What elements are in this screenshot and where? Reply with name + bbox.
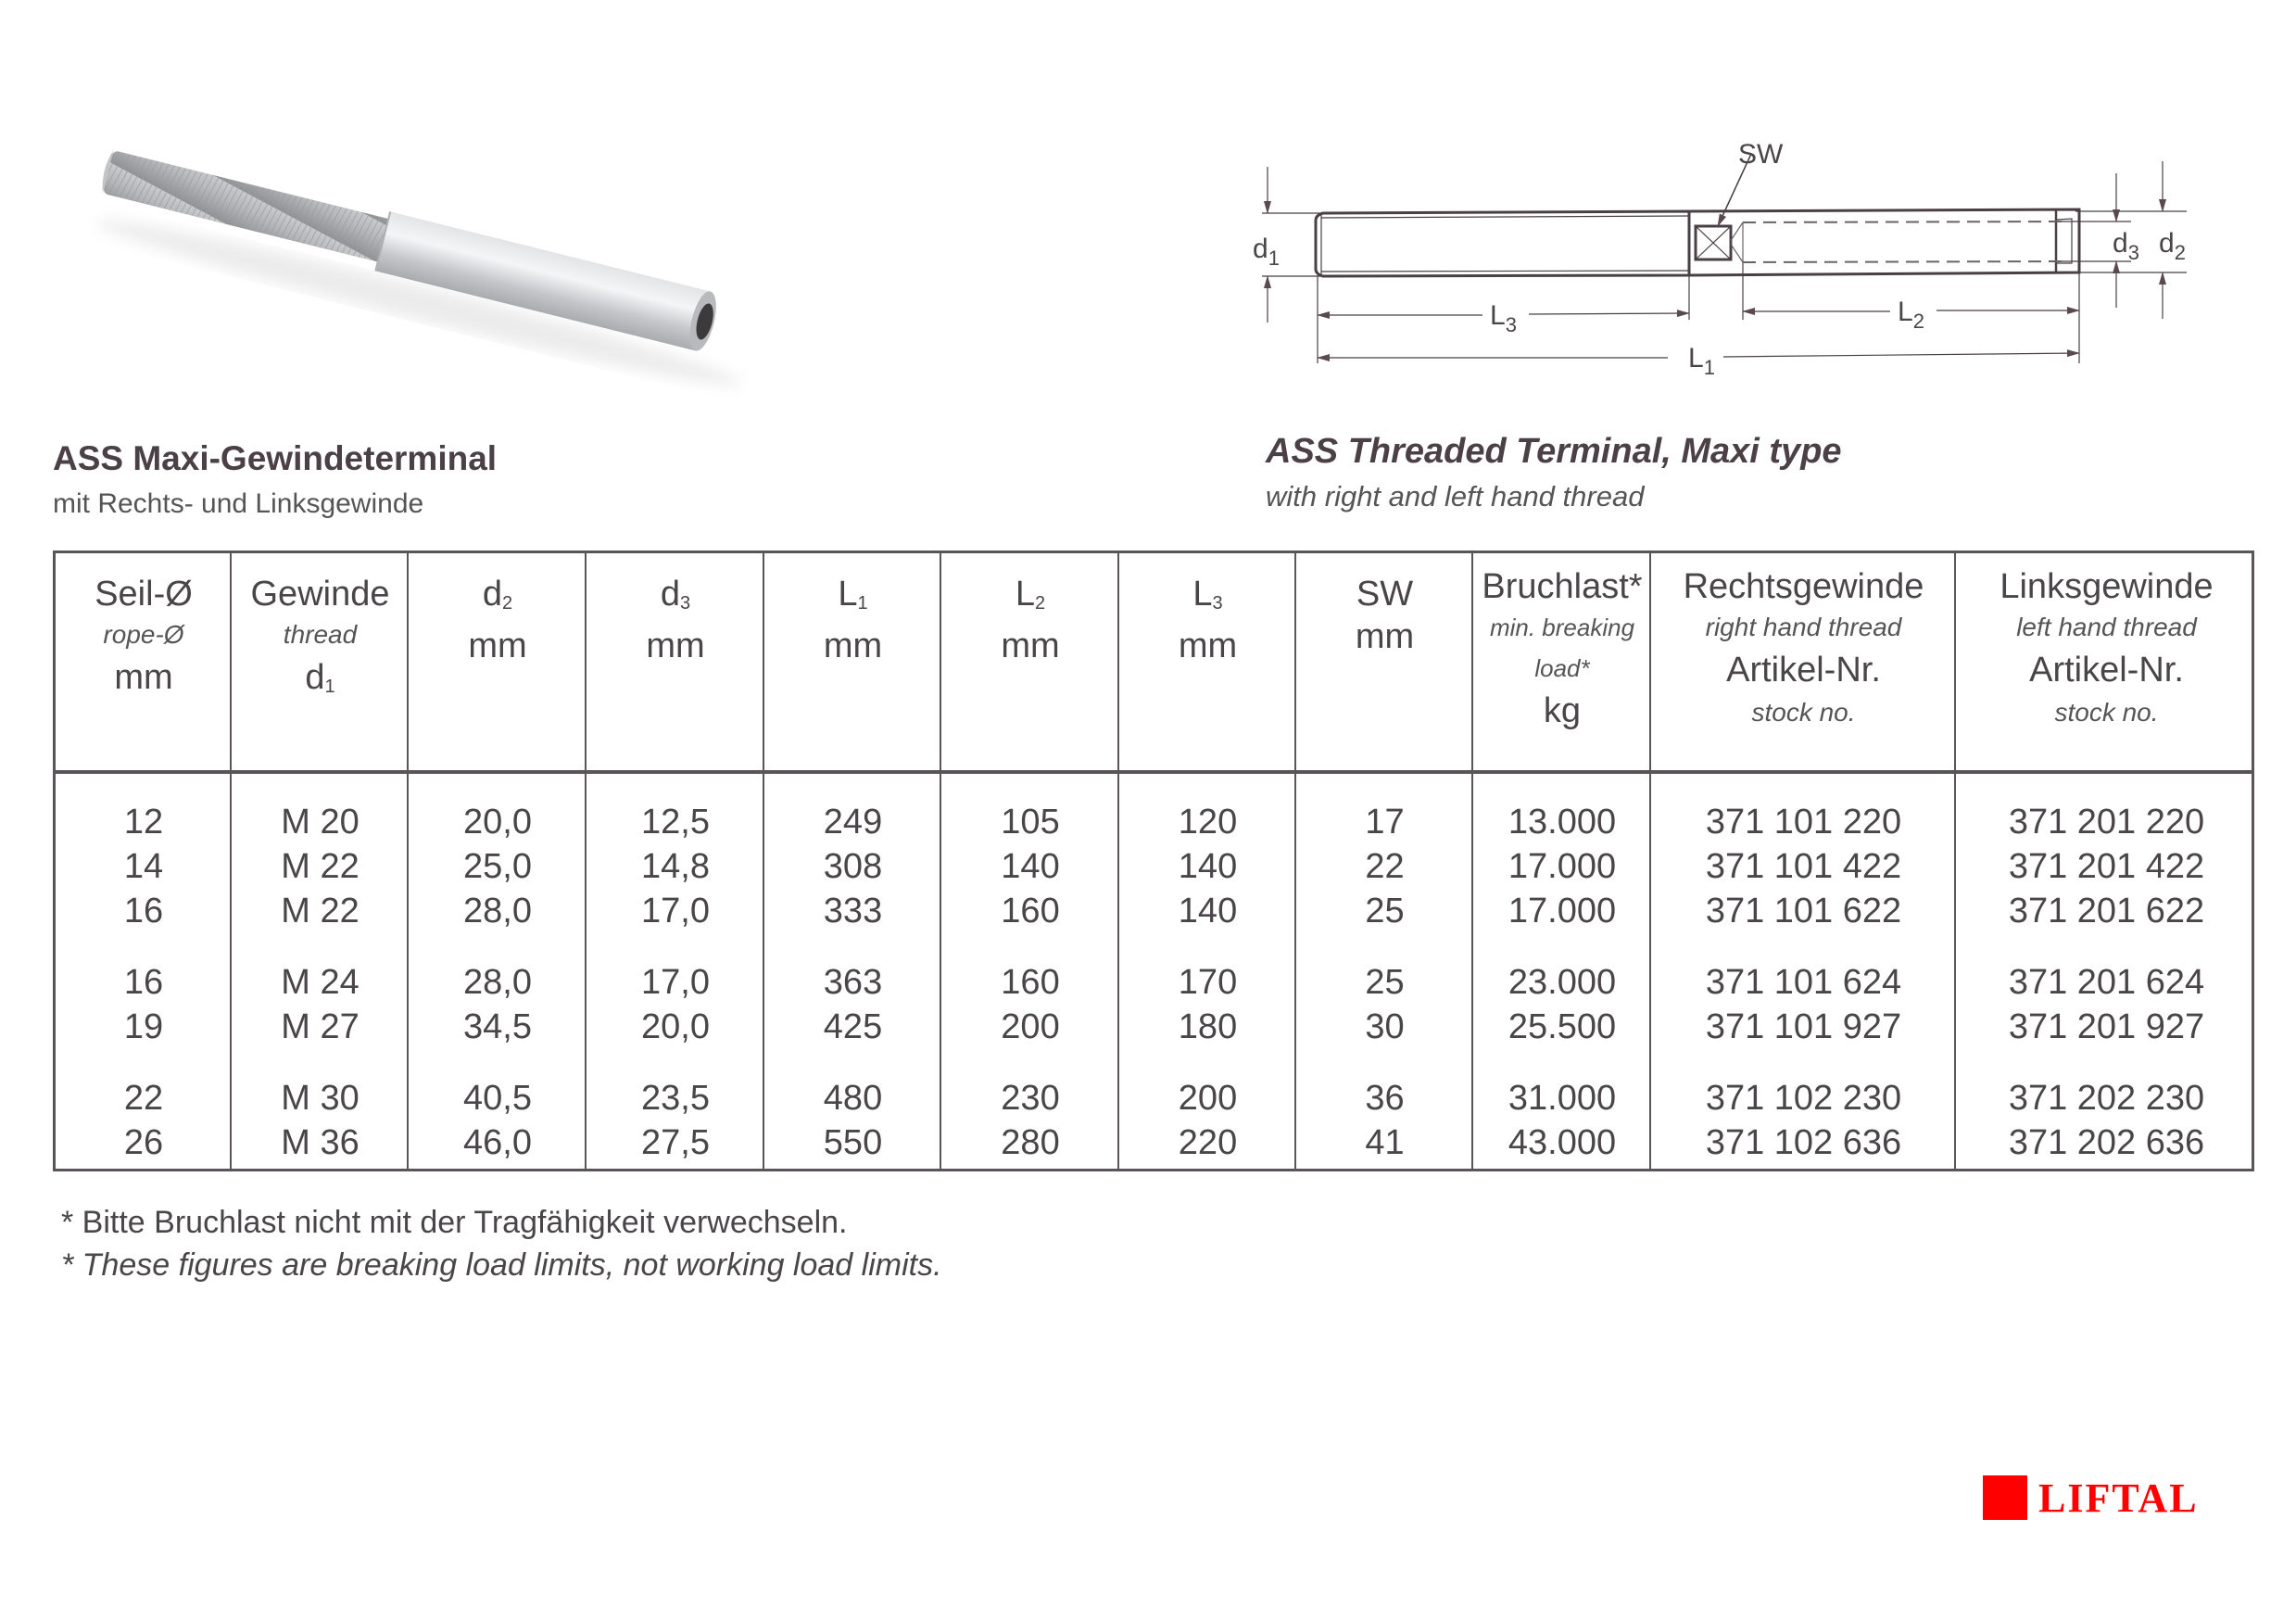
cell-thread-d1: M 20 bbox=[281, 803, 360, 842]
technical-drawing bbox=[1242, 130, 2187, 389]
cell-l2: 160 bbox=[1001, 892, 1060, 930]
cell-l1: 249 bbox=[823, 803, 883, 842]
cell-sw: 25 bbox=[1365, 963, 1405, 1002]
cell-breaking-load: 13.000 bbox=[1508, 803, 1617, 842]
label-l1: $L_1$ bbox=[1688, 343, 1715, 379]
cell-left-hand-stock-no: 371 202 230 bbox=[2008, 1079, 2205, 1118]
header-l2 bbox=[941, 553, 1119, 770]
label-d2: $d_2$ bbox=[2159, 228, 2186, 264]
header-right-hand-stock-no bbox=[1651, 553, 1956, 770]
header-label: $d_3$ bbox=[660, 575, 691, 614]
header-label: Bruchlast* bbox=[1482, 567, 1643, 606]
cell-left-hand-stock-no: 371 201 624 bbox=[2008, 963, 2205, 1002]
cell-thread-d1: M 24 bbox=[281, 963, 360, 1002]
liftal-logo bbox=[1983, 1474, 2199, 1521]
cell-d2: 20,0 bbox=[463, 803, 532, 842]
threaded-shank bbox=[1316, 211, 1689, 276]
cell-rope-diameter: 26 bbox=[123, 1123, 164, 1162]
cell-rope-diameter: 16 bbox=[123, 963, 164, 1002]
cell-thread-d1: M 30 bbox=[281, 1079, 360, 1118]
cell-l1: 308 bbox=[823, 847, 883, 886]
header-l1 bbox=[764, 553, 941, 770]
cell-l2: 280 bbox=[1001, 1123, 1060, 1162]
header-unit: mm bbox=[823, 626, 883, 665]
label-d1: $d_1$ bbox=[1253, 234, 1280, 270]
cell-sw: 41 bbox=[1365, 1123, 1405, 1162]
header-label: $d_2$ bbox=[482, 575, 513, 614]
cell-breaking-load: 17.000 bbox=[1508, 892, 1617, 930]
cell-sw: 36 bbox=[1365, 1079, 1405, 1118]
header-unit: mm bbox=[646, 626, 705, 665]
product-photo-threaded-terminal bbox=[56, 111, 889, 408]
cell-rope-diameter: 19 bbox=[123, 1007, 164, 1046]
header-translation: thread bbox=[283, 620, 358, 649]
cell-thread-d1: M 27 bbox=[281, 1007, 360, 1046]
cell-rope-diameter: 14 bbox=[123, 847, 164, 886]
header-label: $L_1$ bbox=[838, 575, 868, 614]
header-translation: stock no. bbox=[2054, 698, 2159, 727]
cell-d3: 17,0 bbox=[641, 963, 710, 1002]
cell-right-hand-stock-no: 371 101 622 bbox=[1705, 892, 1902, 930]
cell-l2: 160 bbox=[1001, 963, 1060, 1002]
cell-d2: 28,0 bbox=[463, 892, 532, 930]
footnote-en: * These figures are breaking load limits, not working load limits. bbox=[61, 1247, 942, 1283]
cell-sw: 22 bbox=[1365, 847, 1405, 886]
header-d2 bbox=[409, 553, 587, 770]
header-label: $L_3$ bbox=[1192, 575, 1223, 614]
cell-right-hand-stock-no: 371 101 422 bbox=[1705, 847, 1902, 886]
cell-l3: 170 bbox=[1178, 963, 1238, 1002]
header-l3 bbox=[1119, 553, 1296, 770]
cell-d2: 40,5 bbox=[463, 1079, 532, 1118]
cell-right-hand-stock-no: 371 102 230 bbox=[1705, 1079, 1902, 1118]
footnote-de: * Bitte Bruchlast nicht mit der Tragfähigkeit verwechseln. bbox=[61, 1205, 848, 1240]
header-translation: left hand thread bbox=[2016, 613, 2197, 641]
logo-text: LIFTAL bbox=[2038, 1474, 2199, 1521]
spec-table bbox=[53, 551, 2254, 1171]
logo-square-icon bbox=[1983, 1475, 2027, 1520]
cell-l2: 140 bbox=[1001, 847, 1060, 886]
cell-d2: 28,0 bbox=[463, 963, 532, 1002]
product-title-en: ASS Threaded Terminal, Maxi type bbox=[1266, 432, 1842, 471]
header-translation: stock no. bbox=[1751, 698, 1856, 727]
cell-l3: 200 bbox=[1178, 1079, 1238, 1118]
header-label: Gewinde bbox=[250, 575, 390, 614]
label-d3: $d_3$ bbox=[2113, 228, 2139, 264]
cell-l1: 480 bbox=[823, 1079, 883, 1118]
header-label: Seil-Ø bbox=[95, 575, 193, 614]
header-unit: $d_1$ bbox=[305, 658, 335, 697]
header-translation: right hand thread bbox=[1705, 613, 1902, 641]
cell-l2: 230 bbox=[1001, 1079, 1060, 1118]
cell-l1: 333 bbox=[823, 892, 883, 930]
header-label: SW bbox=[1356, 575, 1414, 614]
header-left-hand-stock-no bbox=[1956, 553, 2257, 770]
cell-thread-d1: M 36 bbox=[281, 1123, 360, 1162]
header-d3 bbox=[587, 553, 764, 770]
header-unit: Artikel-Nr. bbox=[2029, 651, 2184, 690]
cell-l3: 180 bbox=[1178, 1007, 1238, 1046]
cell-d3: 20,0 bbox=[641, 1007, 710, 1046]
header-unit: mm bbox=[1178, 626, 1238, 665]
label-l3: $L_3$ bbox=[1490, 300, 1517, 336]
header-label: $L_2$ bbox=[1015, 575, 1046, 614]
product-title-de: ASS Maxi-Gewindeterminal bbox=[53, 439, 498, 477]
cell-l1: 425 bbox=[823, 1007, 883, 1046]
cell-rope-diameter: 12 bbox=[123, 803, 164, 842]
cell-d3: 27,5 bbox=[641, 1123, 710, 1162]
cell-d3: 14,8 bbox=[641, 847, 710, 886]
header-unit: mm bbox=[114, 658, 173, 697]
cell-d3: 23,5 bbox=[641, 1079, 710, 1118]
cell-left-hand-stock-no: 371 201 927 bbox=[2008, 1007, 2205, 1046]
header-label: Linksgewinde bbox=[2000, 567, 2214, 606]
cell-thread-d1: M 22 bbox=[281, 892, 360, 930]
cell-right-hand-stock-no: 371 102 636 bbox=[1705, 1123, 1902, 1162]
cell-d2: 46,0 bbox=[463, 1123, 532, 1162]
header-translation: rope-Ø bbox=[103, 620, 184, 649]
cell-rope-diameter: 16 bbox=[123, 892, 164, 930]
label-l2: $L_2$ bbox=[1898, 297, 1924, 333]
header-separator bbox=[56, 770, 2252, 774]
header-translation: min. breaking bbox=[1489, 614, 1635, 641]
cell-l2: 200 bbox=[1001, 1007, 1060, 1046]
cell-breaking-load: 43.000 bbox=[1508, 1123, 1617, 1162]
cell-right-hand-stock-no: 371 101 624 bbox=[1705, 963, 1902, 1002]
cell-l1: 550 bbox=[823, 1123, 883, 1162]
cell-left-hand-stock-no: 371 201 422 bbox=[2008, 847, 2205, 886]
cell-thread-d1: M 22 bbox=[281, 847, 360, 886]
label-sw: SW bbox=[1738, 139, 1784, 170]
cell-breaking-load: 25.500 bbox=[1508, 1007, 1617, 1046]
cell-sw: 25 bbox=[1365, 892, 1405, 930]
cell-l3: 140 bbox=[1178, 847, 1238, 886]
header-unit: kg bbox=[1543, 691, 1582, 730]
cell-left-hand-stock-no: 371 201 622 bbox=[2008, 892, 2205, 930]
cell-breaking-load: 31.000 bbox=[1508, 1079, 1617, 1118]
header-unit: mm bbox=[1001, 626, 1060, 665]
cell-d2: 34,5 bbox=[463, 1007, 532, 1046]
cell-left-hand-stock-no: 371 201 220 bbox=[2008, 803, 2205, 842]
cell-d3: 12,5 bbox=[641, 803, 710, 842]
header-translation: load* bbox=[1534, 654, 1590, 682]
header-sw bbox=[1296, 553, 1473, 770]
terminal-body bbox=[1689, 209, 2079, 275]
cell-d3: 17,0 bbox=[641, 892, 710, 930]
header-breaking-load bbox=[1473, 553, 1651, 770]
header-label: Rechtsgewinde bbox=[1683, 567, 1924, 606]
cell-left-hand-stock-no: 371 202 636 bbox=[2008, 1123, 2205, 1162]
cell-l3: 120 bbox=[1178, 803, 1238, 842]
header-rope-diameter bbox=[56, 553, 232, 770]
product-subtitle-en: with right and left hand thread bbox=[1266, 480, 1645, 513]
cell-rope-diameter: 22 bbox=[123, 1079, 164, 1118]
header-unit: mm bbox=[1355, 617, 1415, 656]
cell-l1: 363 bbox=[823, 963, 883, 1002]
cell-l2: 105 bbox=[1001, 803, 1060, 842]
header-thread-d1 bbox=[232, 553, 409, 770]
cell-right-hand-stock-no: 371 101 927 bbox=[1705, 1007, 1902, 1046]
cell-right-hand-stock-no: 371 101 220 bbox=[1705, 803, 1902, 842]
cell-d2: 25,0 bbox=[463, 847, 532, 886]
product-subtitle-de: mit Rechts- und Linksgewinde bbox=[53, 488, 424, 519]
cell-breaking-load: 17.000 bbox=[1508, 847, 1617, 886]
cell-l3: 140 bbox=[1178, 892, 1238, 930]
header-unit: mm bbox=[468, 626, 527, 665]
cell-sw: 17 bbox=[1365, 803, 1405, 842]
cell-sw: 30 bbox=[1365, 1007, 1405, 1046]
header-unit: Artikel-Nr. bbox=[1726, 651, 1881, 690]
cell-breaking-load: 23.000 bbox=[1508, 963, 1617, 1002]
cell-l3: 220 bbox=[1178, 1123, 1238, 1162]
